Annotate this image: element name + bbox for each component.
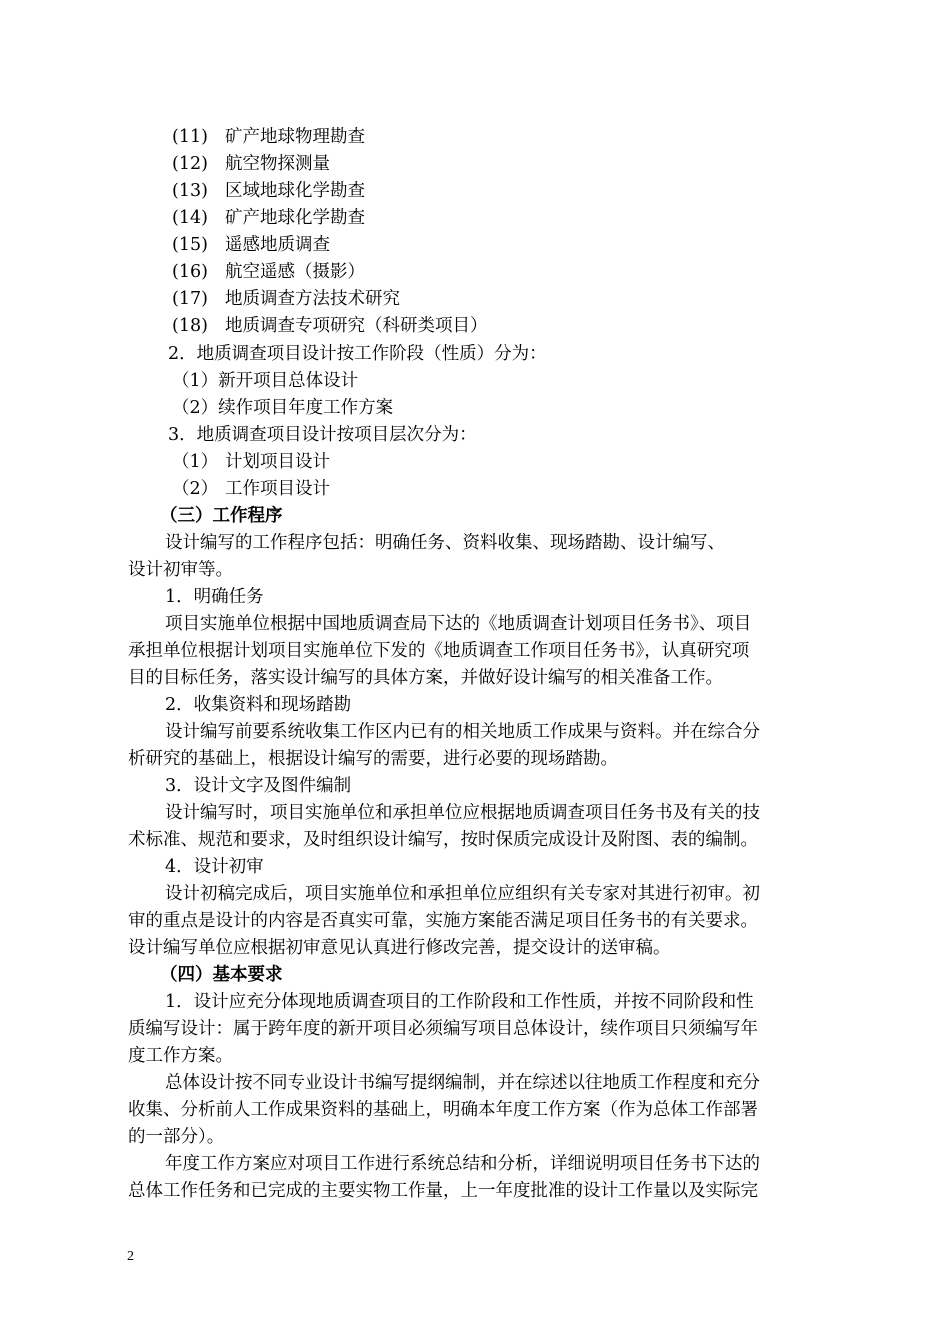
list-item (172, 151, 330, 178)
list-item-text: 矿产地球物理勘查 (225, 127, 365, 147)
list-item-text: 航空遥感（摄影） (225, 262, 365, 282)
list-item-number: (16) (172, 262, 208, 282)
step-title: 4．设计初审 (165, 857, 264, 877)
list-item-text: 航空物探测量 (225, 154, 330, 174)
list-item-text: 计划项目设计 (225, 452, 330, 472)
list-item-number: (11) (172, 127, 208, 147)
paragraph-line: 设计初审等。 (128, 560, 233, 580)
paragraph-line: 收集、分析前人工作成果资料的基础上，明确本年度工作方案（作为总体工作部署 (128, 1100, 758, 1120)
page-number: 2 (127, 1249, 134, 1264)
paragraph-line: 1．设计应充分体现地质调查项目的工作阶段和工作性质，并按不同阶段和性 (165, 992, 754, 1012)
list-item-number: (12) (172, 154, 208, 174)
paragraph-line: 设计初稿完成后，项目实施单位和承担单位应组织有关专家对其进行初审。初 (165, 884, 760, 904)
paragraph-line: 术标准、规范和要求，及时组织设计编写，按时保质完成设计及附图、表的编制。 (128, 830, 758, 850)
list-item-text: 矿产地球化学勘查 (225, 208, 365, 228)
paragraph-line: 析研究的基础上，根据设计编写的需要，进行必要的现场踏勘。 (128, 749, 618, 769)
section-title: （三）工作程序 (160, 506, 283, 526)
list-item-number: (17) (172, 289, 208, 309)
list-item (172, 286, 400, 313)
list-item-text: 地质调查方法技术研究 (225, 289, 400, 309)
paragraph-line: 设计编写的工作程序包括：明确任务、资料收集、现场踏勘、设计编写、 (165, 533, 725, 553)
paragraph-heading: 2．地质调查项目设计按工作阶段（性质）分为： (168, 344, 547, 364)
list-item: （2）续作项目年度工作方案 (172, 398, 394, 418)
list-item (172, 476, 330, 503)
list-item (172, 178, 365, 205)
paragraph-line: 设计编写时，项目实施单位和承担单位应根据地质调查项目任务书及有关的技 (165, 803, 760, 823)
list-item-text: 区域地球化学勘查 (225, 181, 365, 201)
list-item (172, 124, 365, 151)
step-title: 2．收集资料和现场踏勘 (165, 695, 352, 715)
list-item (172, 313, 488, 340)
paragraph-line: 设计编写单位应根据初审意见认真进行修改完善，提交设计的送审稿。 (128, 938, 671, 958)
list-item-number: (13) (172, 181, 208, 201)
paragraph-line: 总体设计按不同专业设计书编写提纲编制，并在综述以往地质工作程度和充分 (165, 1073, 760, 1093)
list-item (172, 205, 365, 232)
paragraph-line: 设计编写前要系统收集工作区内已有的相关地质工作成果与资料。并在综合分 (165, 722, 760, 742)
list-item-number: （1） (172, 452, 219, 472)
list-item-text: 遥感地质调查 (225, 235, 330, 255)
list-item-text: 工作项目设计 (225, 479, 330, 499)
paragraph-line: 承担单位根据计划项目实施单位下发的《地质调查工作项目任务书》，认真研究项 (128, 641, 750, 661)
paragraph-heading: 3．地质调查项目设计按项目层次分为： (168, 425, 477, 445)
list-item-number: (14) (172, 208, 208, 228)
section-title: （四）基本要求 (160, 965, 283, 985)
paragraph-line: 项目实施单位根据中国地质调查局下达的《地质调查计划项目任务书》、项目 (165, 614, 752, 634)
list-item-text: 地质调查专项研究（科研类项目） (225, 316, 488, 336)
list-item-number: (15) (172, 235, 208, 255)
step-title: 3．设计文字及图件编制 (165, 776, 352, 796)
list-item-number: （2） (172, 479, 219, 499)
list-item-number: (18) (172, 316, 208, 336)
paragraph-line: 质编写设计：属于跨年度的新开项目必须编写项目总体设计，续作项目只须编写年 (128, 1019, 758, 1039)
paragraph-line: 度工作方案。 (128, 1046, 233, 1066)
list-item (172, 259, 365, 286)
list-item (172, 232, 330, 259)
list-item (172, 449, 330, 476)
step-title: 1．明确任务 (165, 587, 264, 607)
paragraph-line: 目的目标任务，落实设计编写的具体方案，并做好设计编写的相关准备工作。 (128, 668, 723, 688)
paragraph-line: 的一部分）。 (128, 1127, 225, 1147)
paragraph-line: 审的重点是设计的内容是否真实可靠，实施方案能否满足项目任务书的有关要求。 (128, 911, 758, 931)
paragraph-line: 年度工作方案应对项目工作进行系统总结和分析，详细说明项目任务书下达的 (165, 1154, 760, 1174)
list-item: （1）新开项目总体设计 (172, 371, 359, 391)
paragraph-line: 总体工作任务和已完成的主要实物工作量，上一年度批准的设计工作量以及实际完 (128, 1181, 758, 1201)
